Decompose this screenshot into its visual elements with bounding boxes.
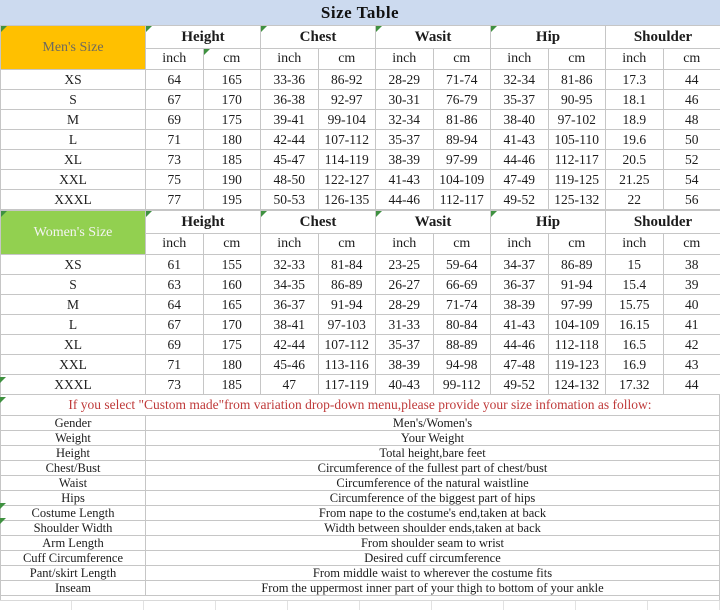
value-cell: 35-37 [491, 90, 549, 110]
value-cell: 107-112 [318, 130, 376, 150]
value-cell: 16.5 [606, 335, 664, 355]
value-cell: 32-34 [491, 70, 549, 90]
value-cell: 36-37 [491, 275, 549, 295]
value-cell: 19.6 [606, 130, 664, 150]
value-cell: 86-89 [318, 275, 376, 295]
value-cell: 38-41 [261, 315, 319, 335]
table-row [1, 295, 720, 315]
value-cell: 71 [146, 130, 204, 150]
value-cell: 63 [146, 275, 204, 295]
value-cell: 119-125 [548, 170, 606, 190]
value-cell: 35-37 [376, 335, 434, 355]
value-cell: 47-49 [491, 170, 549, 190]
value-cell: 41 [663, 315, 720, 335]
unit-cm: cm [203, 49, 261, 70]
cell-flag-icon [1, 26, 7, 32]
value-cell: 104-109 [548, 315, 606, 335]
value-cell: 180 [203, 130, 261, 150]
value-cell: 48 [663, 110, 720, 130]
value-cell: 18.9 [606, 110, 664, 130]
value-cell: 15.75 [606, 295, 664, 315]
value-cell: 18.1 [606, 90, 664, 110]
value-cell: 44-46 [491, 335, 549, 355]
value-cell: 50-53 [261, 190, 319, 210]
value-cell: 124-132 [548, 375, 606, 395]
value-cell: 44 [663, 70, 720, 90]
value-cell: 185 [203, 150, 261, 170]
value-cell: 42 [663, 335, 720, 355]
column-header-height: Height [146, 26, 261, 49]
table-row [1, 491, 720, 506]
womens-size-rows [1, 255, 720, 395]
value-cell: 91-94 [548, 275, 606, 295]
value-cell: From nape to the costume's end,taken at back [146, 506, 720, 521]
unit-inch: inch [606, 234, 664, 255]
value-cell: Desired cuff circumference [146, 551, 720, 566]
value-cell: 46 [663, 90, 720, 110]
table-row [1, 110, 720, 130]
value-cell: 32-33 [261, 255, 319, 275]
value-cell: From the uppermost inner part of your thigh to bottom of your ankle [146, 581, 720, 596]
row-label-cell: Costume Length [1, 506, 146, 521]
value-cell: 86-89 [548, 255, 606, 275]
value-cell: 97-103 [318, 315, 376, 335]
value-cell: 56 [663, 190, 720, 210]
column-header-hip: Hip [491, 26, 606, 49]
table-row [1, 355, 720, 375]
value-cell: 114-119 [318, 150, 376, 170]
value-cell: 180 [203, 355, 261, 375]
row-label-cell: XXL [1, 355, 146, 375]
value-cell: 22 [606, 190, 664, 210]
value-cell: 107-112 [318, 335, 376, 355]
value-cell: 36-38 [261, 90, 319, 110]
column-header-chest: Chest [261, 26, 376, 49]
value-cell: 50 [663, 130, 720, 150]
cell-flag-icon [204, 49, 210, 55]
value-cell: 48-50 [261, 170, 319, 190]
value-cell: Your Weight [146, 431, 720, 446]
unit-cm: cm [318, 234, 376, 255]
cell-flag-icon [261, 211, 267, 217]
value-cell: 49-52 [491, 375, 549, 395]
table-row [1, 446, 720, 461]
column-header-waist: Wasit [376, 211, 491, 234]
value-cell: 59-64 [433, 255, 491, 275]
value-cell: 155 [203, 255, 261, 275]
unit-cm: cm [318, 49, 376, 70]
value-cell: 20.5 [606, 150, 664, 170]
value-cell: Men's/Women's [146, 416, 720, 431]
cell-flag-icon [491, 26, 497, 32]
table-row [1, 476, 720, 491]
value-cell: 31-33 [376, 315, 434, 335]
unit-inch: inch [261, 49, 319, 70]
value-cell: 69 [146, 335, 204, 355]
value-cell: 44-46 [491, 150, 549, 170]
table-row [1, 431, 720, 446]
value-cell: 17.3 [606, 70, 664, 90]
custom-made-instruction: If you select "Custom made"from variation drop-down menu,please provide your size infomation as follow: [0, 395, 720, 415]
table-row [1, 536, 720, 551]
row-label-cell: Hips [1, 491, 146, 506]
value-cell: 122-127 [318, 170, 376, 190]
row-label-cell: S [1, 275, 146, 295]
value-cell: 40-43 [376, 375, 434, 395]
value-cell: 44 [663, 375, 720, 395]
mens-size-header [1, 26, 146, 70]
value-cell: 41-43 [491, 130, 549, 150]
value-cell: 43 [663, 355, 720, 375]
table-row [1, 315, 720, 335]
value-cell: 165 [203, 295, 261, 315]
row-label-cell: Arm Length [1, 536, 146, 551]
row-label-cell: Waist [1, 476, 146, 491]
value-cell: 23-25 [376, 255, 434, 275]
value-cell: 40 [663, 295, 720, 315]
value-cell: 81-86 [548, 70, 606, 90]
value-cell: 67 [146, 315, 204, 335]
cell-flag-icon [376, 211, 382, 217]
womens-size-table [0, 210, 720, 395]
value-cell: 64 [146, 295, 204, 315]
value-cell: 49-52 [491, 190, 549, 210]
mens-size-table [0, 25, 720, 210]
table-row [1, 275, 720, 295]
table-row [1, 375, 720, 395]
value-cell: 47-48 [491, 355, 549, 375]
value-cell: 77 [146, 190, 204, 210]
custom-info-table [0, 415, 720, 596]
value-cell: Circumference of the fullest part of chest/bust [146, 461, 720, 476]
value-cell: 97-99 [548, 295, 606, 315]
table-row [1, 190, 720, 210]
value-cell: 92-97 [318, 90, 376, 110]
cell-flag-icon [376, 26, 382, 32]
custom-info-rows [1, 416, 720, 596]
value-cell: Circumference of the biggest part of hips [146, 491, 720, 506]
cell-flag-icon [261, 26, 267, 32]
column-header-shoulder: Shoulder [606, 211, 720, 234]
value-cell: 32-34 [376, 110, 434, 130]
value-cell: 69 [146, 110, 204, 130]
table-row [1, 130, 720, 150]
value-cell: 104-109 [433, 170, 491, 190]
value-cell: 170 [203, 315, 261, 335]
table-row [1, 551, 720, 566]
value-cell: 88-89 [433, 335, 491, 355]
value-cell: 21.25 [606, 170, 664, 190]
value-cell: 30-31 [376, 90, 434, 110]
value-cell: 52 [663, 150, 720, 170]
value-cell: 97-102 [548, 110, 606, 130]
value-cell: 44-46 [376, 190, 434, 210]
table-row [1, 255, 720, 275]
value-cell: 45-47 [261, 150, 319, 170]
value-cell: 42-44 [261, 335, 319, 355]
row-label-cell: L [1, 315, 146, 335]
value-cell: 86-92 [318, 70, 376, 90]
value-cell: Circumference of the natural waistline [146, 476, 720, 491]
value-cell: 125-132 [548, 190, 606, 210]
row-label-cell: XL [1, 150, 146, 170]
value-cell: 117-119 [318, 375, 376, 395]
value-cell: 76-79 [433, 90, 491, 110]
value-cell: 36-37 [261, 295, 319, 315]
unit-cm: cm [433, 234, 491, 255]
row-label-cell: Gender [1, 416, 146, 431]
value-cell: 26-27 [376, 275, 434, 295]
unit-inch: inch [376, 234, 434, 255]
value-cell: From shoulder seam to wrist [146, 536, 720, 551]
value-cell: 61 [146, 255, 204, 275]
column-header-height: Height [146, 211, 261, 234]
value-cell: 28-29 [376, 295, 434, 315]
row-label-cell: Pant/skirt Length [1, 566, 146, 581]
row-label-cell: Height [1, 446, 146, 461]
value-cell: 39 [663, 275, 720, 295]
value-cell: 16.9 [606, 355, 664, 375]
value-cell: 71 [146, 355, 204, 375]
unit-cm: cm [548, 234, 606, 255]
unit-inch: inch [146, 234, 204, 255]
value-cell: 170 [203, 90, 261, 110]
row-label-cell: XS [1, 255, 146, 275]
value-cell: 28-29 [376, 70, 434, 90]
unit-cm: cm [663, 234, 720, 255]
row-label-cell: Shoulder Width [1, 521, 146, 536]
row-label-cell: Weight [1, 431, 146, 446]
row-label-cell: M [1, 295, 146, 315]
cell-flag-icon [491, 211, 497, 217]
unit-inch: inch [261, 234, 319, 255]
value-cell: 71-74 [433, 295, 491, 315]
column-header-hip: Hip [491, 211, 606, 234]
unit-cm: cm [548, 49, 606, 70]
value-cell: 71-74 [433, 70, 491, 90]
value-cell: 38-40 [491, 110, 549, 130]
value-cell: 67 [146, 90, 204, 110]
value-cell: 41-43 [376, 170, 434, 190]
column-header-shoulder: Shoulder [606, 26, 720, 49]
value-cell: 105-110 [548, 130, 606, 150]
column-header-waist: Wasit [376, 26, 491, 49]
value-cell: 160 [203, 275, 261, 295]
value-cell: 81-84 [318, 255, 376, 275]
table-row [1, 170, 720, 190]
value-cell: 34-35 [261, 275, 319, 295]
value-cell: 165 [203, 70, 261, 90]
value-cell: 64 [146, 70, 204, 90]
value-cell: From middle waist to wherever the costume fits [146, 566, 720, 581]
value-cell: 73 [146, 375, 204, 395]
value-cell: 81-86 [433, 110, 491, 130]
value-cell: 80-84 [433, 315, 491, 335]
row-label-cell: Cuff Circumference [1, 551, 146, 566]
value-cell: 33-36 [261, 70, 319, 90]
sheet-gridlines [0, 600, 720, 610]
row-label-cell: S [1, 90, 146, 110]
value-cell: 175 [203, 335, 261, 355]
value-cell: 42-44 [261, 130, 319, 150]
unit-inch: inch [376, 49, 434, 70]
womens-size-label: Women's Size [33, 224, 113, 240]
value-cell: 185 [203, 375, 261, 395]
mens-size-rows [1, 70, 720, 210]
table-row [1, 581, 720, 596]
value-cell: 38 [663, 255, 720, 275]
value-cell: 195 [203, 190, 261, 210]
value-cell: 38-39 [376, 150, 434, 170]
cell-flag-icon [146, 26, 152, 32]
value-cell: 38-39 [491, 295, 549, 315]
value-cell: 119-123 [548, 355, 606, 375]
value-cell: 112-117 [433, 190, 491, 210]
value-cell: Width between shoulder ends,taken at back [146, 521, 720, 536]
value-cell: 39-41 [261, 110, 319, 130]
row-label-cell: Chest/Bust [1, 461, 146, 476]
value-cell: 126-135 [318, 190, 376, 210]
value-cell: 47 [261, 375, 319, 395]
value-cell: 73 [146, 150, 204, 170]
table-row [1, 506, 720, 521]
cell-flag-icon [146, 211, 152, 217]
table-row [1, 566, 720, 581]
mens-size-label: Men's Size [42, 39, 104, 55]
table-row [1, 335, 720, 355]
value-cell: 112-118 [548, 335, 606, 355]
table-row [1, 416, 720, 431]
unit-cm: cm [663, 49, 720, 70]
womens-size-header [1, 211, 146, 255]
value-cell: 41-43 [491, 315, 549, 335]
value-cell: Total height,bare feet [146, 446, 720, 461]
row-label-cell: XXXL [1, 190, 146, 210]
table-row [1, 70, 720, 90]
value-cell: 15 [606, 255, 664, 275]
value-cell: 35-37 [376, 130, 434, 150]
value-cell: 34-37 [491, 255, 549, 275]
value-cell: 97-99 [433, 150, 491, 170]
value-cell: 89-94 [433, 130, 491, 150]
value-cell: 38-39 [376, 355, 434, 375]
row-label-cell: M [1, 110, 146, 130]
cell-flag-icon [1, 211, 7, 217]
value-cell: 16.15 [606, 315, 664, 335]
value-cell: 99-104 [318, 110, 376, 130]
value-cell: 45-46 [261, 355, 319, 375]
unit-inch: inch [146, 49, 204, 70]
table-row [1, 521, 720, 536]
row-label-cell: L [1, 130, 146, 150]
row-label-cell: Inseam [1, 581, 146, 596]
value-cell: 113-116 [318, 355, 376, 375]
row-label-cell: XL [1, 335, 146, 355]
row-label-cell: XS [1, 70, 146, 90]
value-cell: 15.4 [606, 275, 664, 295]
value-cell: 66-69 [433, 275, 491, 295]
value-cell: 17.32 [606, 375, 664, 395]
value-cell: 175 [203, 110, 261, 130]
value-cell: 112-117 [548, 150, 606, 170]
row-label-cell: XXXL [1, 375, 146, 395]
unit-inch: inch [606, 49, 664, 70]
row-label-cell: XXL [1, 170, 146, 190]
value-cell: 91-94 [318, 295, 376, 315]
page-title: Size Table [0, 0, 720, 25]
value-cell: 99-112 [433, 375, 491, 395]
unit-inch: inch [491, 49, 549, 70]
value-cell: 90-95 [548, 90, 606, 110]
table-row [1, 150, 720, 170]
value-cell: 54 [663, 170, 720, 190]
value-cell: 94-98 [433, 355, 491, 375]
value-cell: 75 [146, 170, 204, 190]
unit-inch: inch [491, 234, 549, 255]
table-row [1, 90, 720, 110]
unit-cm: cm [433, 49, 491, 70]
value-cell: 190 [203, 170, 261, 190]
column-header-chest: Chest [261, 211, 376, 234]
unit-cm: cm [203, 234, 261, 255]
table-row [1, 461, 720, 476]
